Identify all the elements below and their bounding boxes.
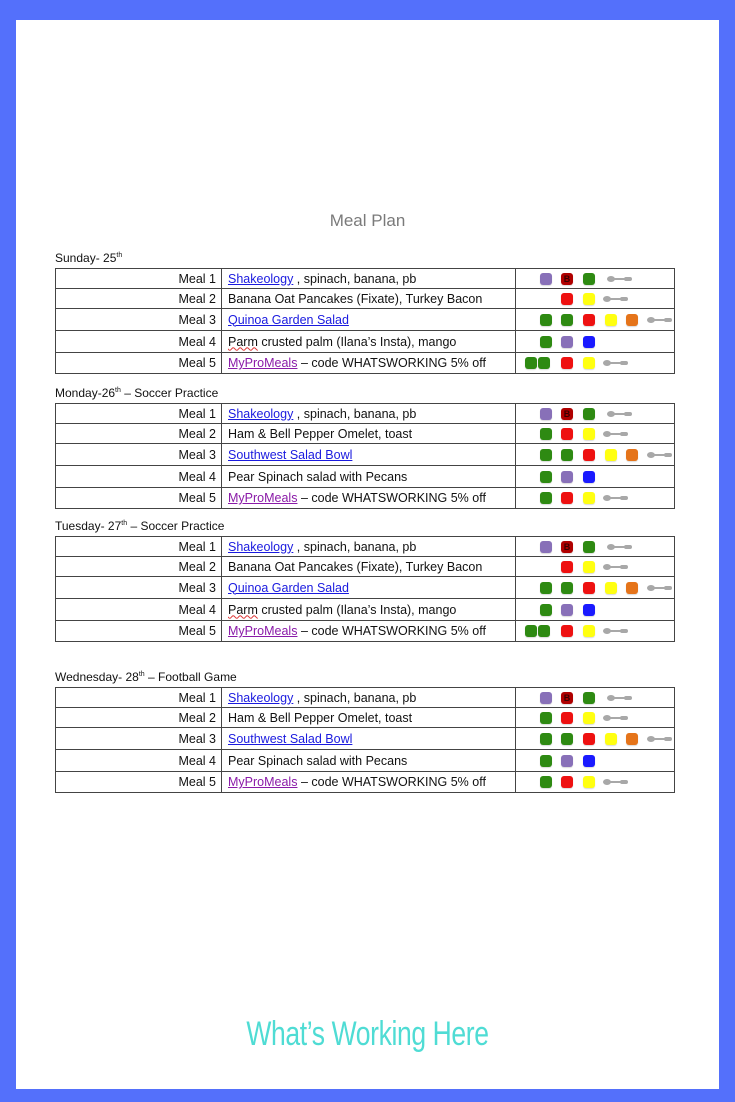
meal-table (55, 536, 675, 642)
meal-number: Meal 5 (56, 772, 222, 793)
green-container-icon (540, 776, 552, 788)
purple-container-icon (561, 604, 573, 616)
container-portions (516, 772, 675, 793)
meal-number: Meal 4 (56, 599, 222, 621)
meal-number: Meal 1 (56, 269, 222, 289)
meal-description (222, 488, 516, 509)
red-container-icon (561, 625, 573, 637)
green-container-icon (583, 692, 595, 704)
table-row (56, 772, 675, 793)
recipe-link[interactable]: Shakeology (228, 406, 294, 421)
meal-text: – code WHATSWORKING 5% off (297, 356, 486, 370)
table-row (56, 708, 675, 728)
red-container-icon (561, 561, 573, 573)
meal-text: Banana Oat Pancakes (Fixate), Turkey Bacon (228, 291, 483, 306)
day-event: – Soccer Practice (127, 519, 225, 533)
container-portions (516, 708, 675, 728)
teaspoon-icon (647, 317, 673, 323)
green-container-icon (540, 471, 552, 483)
day-event: – Football Game (144, 670, 237, 684)
meal-description (222, 557, 516, 577)
yellow-container-icon (583, 561, 595, 573)
meal-number: Meal 3 (56, 577, 222, 599)
table-row (56, 688, 675, 708)
recipe-link[interactable]: MyProMeals (228, 624, 298, 638)
teaspoon-icon (603, 715, 629, 721)
yellow-container-icon (605, 314, 617, 326)
meal-text: Pear Spinach salad with Pecans (228, 469, 408, 484)
ordinal-suffix: th (116, 252, 123, 259)
purple-container-icon (561, 336, 573, 348)
meal-number: Meal 3 (56, 309, 222, 331)
red-container-icon (583, 314, 595, 326)
teaspoon-icon (607, 544, 633, 550)
table-row (56, 404, 675, 424)
spellcheck-word: Parm (228, 602, 258, 617)
meal-text: , spinach, banana, pb (293, 406, 417, 421)
green-container-icon (525, 625, 537, 637)
green-container-icon (540, 336, 552, 348)
meal-text: Ham & Bell Pepper Omelet, toast (228, 710, 413, 725)
red-container-icon (561, 293, 573, 305)
recipe-link[interactable]: Quinoa Garden Salad (228, 580, 349, 595)
meal-number: Meal 4 (56, 331, 222, 353)
green-container-icon (583, 273, 595, 285)
red-b-container-icon: B (561, 541, 573, 553)
green-container-icon (525, 357, 537, 369)
red-b-container-icon: B (561, 273, 573, 285)
container-portions (516, 537, 675, 557)
ordinal-suffix: th (138, 671, 145, 678)
container-portions (516, 750, 675, 772)
meal-number: Meal 4 (56, 466, 222, 488)
yellow-container-icon (583, 293, 595, 305)
day-heading-text: Monday-26 (55, 386, 116, 400)
teaspoon-icon (647, 736, 673, 742)
container-portions (516, 424, 675, 444)
meal-description (222, 599, 516, 621)
table-row (56, 466, 675, 488)
meal-number: Meal 2 (56, 557, 222, 577)
footer-brand: What’s Working Here (246, 1015, 489, 1053)
orange-container-icon (626, 449, 638, 461)
red-container-icon (561, 712, 573, 724)
yellow-container-icon (605, 733, 617, 745)
green-container-icon (540, 712, 552, 724)
meal-number: Meal 5 (56, 353, 222, 374)
red-b-container-icon: B (561, 408, 573, 420)
green-container-icon (540, 314, 552, 326)
day-heading-text: Tuesday- 27 (55, 519, 122, 533)
container-portions (516, 557, 675, 577)
meal-text: Banana Oat Pancakes (Fixate), Turkey Bacon (228, 559, 483, 574)
yellow-container-icon (583, 712, 595, 724)
green-container-icon (540, 733, 552, 745)
container-portions (516, 404, 675, 424)
meal-number: Meal 2 (56, 708, 222, 728)
yellow-container-icon (583, 428, 595, 440)
ordinal-suffix: th (121, 520, 128, 527)
meal-description (222, 444, 516, 466)
day-event: – Soccer Practice (120, 386, 219, 400)
green-container-icon (540, 582, 552, 594)
teaspoon-icon (603, 628, 629, 634)
teaspoon-icon (647, 452, 673, 458)
meal-description (222, 404, 516, 424)
meal-number: Meal 1 (56, 404, 222, 424)
day-heading (55, 251, 122, 265)
table-row (56, 577, 675, 599)
green-container-icon (538, 625, 550, 637)
teaspoon-icon (603, 431, 629, 437)
day-heading (55, 670, 237, 684)
table-row (56, 269, 675, 289)
meal-number: Meal 2 (56, 289, 222, 309)
red-container-icon (583, 449, 595, 461)
recipe-link[interactable]: MyProMeals (228, 491, 298, 505)
day-heading-text: Sunday- 25 (55, 251, 117, 265)
meal-number: Meal 5 (56, 621, 222, 642)
meal-table (55, 268, 675, 374)
table-row (56, 353, 675, 374)
yellow-container-icon (605, 449, 617, 461)
purple-container-icon (561, 755, 573, 767)
meal-description (222, 708, 516, 728)
meal-number: Meal 4 (56, 750, 222, 772)
green-container-icon (561, 314, 573, 326)
meal-number: Meal 1 (56, 537, 222, 557)
red-container-icon (561, 428, 573, 440)
meal-description (222, 688, 516, 708)
red-b-container-icon: B (561, 692, 573, 704)
meal-description (222, 353, 516, 374)
green-container-icon (540, 428, 552, 440)
teaspoon-icon (603, 495, 629, 501)
day-heading (55, 519, 224, 533)
green-container-icon (583, 541, 595, 553)
recipe-link[interactable]: Quinoa Garden Salad (228, 312, 349, 327)
teaspoon-icon (603, 779, 629, 785)
meal-text: , spinach, banana, pb (293, 539, 417, 554)
table-row (56, 599, 675, 621)
recipe-link[interactable]: Southwest Salad Bowl (228, 447, 353, 462)
orange-container-icon (626, 582, 638, 594)
teaspoon-icon (647, 585, 673, 591)
blue-container-icon (583, 471, 595, 483)
meal-description (222, 577, 516, 599)
table-row (56, 444, 675, 466)
green-container-icon (540, 492, 552, 504)
container-portions (516, 599, 675, 621)
meal-description (222, 750, 516, 772)
meal-number: Meal 3 (56, 444, 222, 466)
container-portions (516, 488, 675, 509)
recipe-link[interactable]: Shakeology (228, 690, 294, 705)
document-page (16, 20, 719, 1089)
container-portions (516, 621, 675, 642)
meal-description (222, 466, 516, 488)
green-container-icon (561, 582, 573, 594)
red-container-icon (561, 776, 573, 788)
yellow-container-icon (583, 625, 595, 637)
green-container-icon (540, 604, 552, 616)
teaspoon-icon (603, 564, 629, 570)
red-container-icon (583, 582, 595, 594)
container-portions (516, 577, 675, 599)
red-container-icon (583, 733, 595, 745)
table-row (56, 621, 675, 642)
meal-text: crusted palm (Ilana’s Insta), mango (257, 334, 457, 349)
table-row (56, 728, 675, 750)
table-row (56, 424, 675, 444)
meal-description (222, 424, 516, 444)
teaspoon-icon (607, 411, 633, 417)
table-row (56, 557, 675, 577)
meal-number: Meal 5 (56, 488, 222, 509)
teaspoon-icon (607, 276, 633, 282)
container-portions (516, 331, 675, 353)
green-container-icon (540, 449, 552, 461)
red-container-icon (561, 357, 573, 369)
green-container-icon (583, 408, 595, 420)
red-container-icon (561, 492, 573, 504)
table-row (56, 309, 675, 331)
yellow-container-icon (583, 776, 595, 788)
container-portions (516, 728, 675, 750)
green-container-icon (538, 357, 550, 369)
meal-description (222, 772, 516, 793)
meal-text: crusted palm (Ilana’s Insta), mango (257, 602, 457, 617)
green-container-icon (540, 755, 552, 767)
teaspoon-icon (603, 296, 629, 302)
meal-text: Ham & Bell Pepper Omelet, toast (228, 426, 413, 441)
purple-container-icon (540, 692, 552, 704)
meal-description (222, 331, 516, 353)
recipe-link[interactable]: MyProMeals (228, 775, 298, 789)
meal-number: Meal 3 (56, 728, 222, 750)
day-heading-text: Wednesday- 28 (55, 670, 139, 684)
ordinal-suffix: th (115, 387, 121, 394)
green-container-icon (561, 449, 573, 461)
meal-description (222, 309, 516, 331)
container-portions (516, 309, 675, 331)
meal-text: – code WHATSWORKING 5% off (297, 624, 486, 638)
container-portions (516, 353, 675, 374)
meal-text: , spinach, banana, pb (293, 271, 417, 286)
recipe-link[interactable]: Shakeology (228, 539, 294, 554)
container-portions (516, 466, 675, 488)
container-portions (516, 444, 675, 466)
meal-description (222, 621, 516, 642)
table-row (56, 750, 675, 772)
meal-number: Meal 2 (56, 424, 222, 444)
purple-container-icon (540, 273, 552, 285)
container-portions (516, 688, 675, 708)
meal-text: , spinach, banana, pb (293, 690, 417, 705)
meal-description (222, 269, 516, 289)
orange-container-icon (626, 314, 638, 326)
purple-container-icon (561, 471, 573, 483)
container-portions (516, 289, 675, 309)
meal-text: Pear Spinach salad with Pecans (228, 753, 408, 768)
recipe-link[interactable]: Shakeology (228, 271, 294, 286)
meal-table (55, 687, 675, 793)
blue-container-icon (583, 755, 595, 767)
yellow-container-icon (605, 582, 617, 594)
meal-description (222, 728, 516, 750)
spellcheck-word: Parm (228, 334, 258, 349)
green-container-icon (561, 733, 573, 745)
yellow-container-icon (583, 357, 595, 369)
meal-description (222, 537, 516, 557)
meal-text: – code WHATSWORKING 5% off (297, 491, 486, 505)
table-row (56, 537, 675, 557)
meal-description (222, 289, 516, 309)
teaspoon-icon (607, 695, 633, 701)
page-title: Meal Plan (329, 211, 406, 230)
purple-container-icon (540, 408, 552, 420)
orange-container-icon (626, 733, 638, 745)
meal-text: – code WHATSWORKING 5% off (297, 775, 486, 789)
meal-table (55, 403, 675, 509)
table-row (56, 289, 675, 309)
container-portions (516, 269, 675, 289)
recipe-link[interactable]: Southwest Salad Bowl (228, 731, 353, 746)
yellow-container-icon (583, 492, 595, 504)
recipe-link[interactable]: MyProMeals (228, 356, 298, 370)
day-heading (55, 386, 218, 400)
purple-container-icon (540, 541, 552, 553)
teaspoon-icon (603, 360, 629, 366)
meal-number: Meal 1 (56, 688, 222, 708)
table-row (56, 331, 675, 353)
blue-container-icon (583, 604, 595, 616)
blue-container-icon (583, 336, 595, 348)
table-row (56, 488, 675, 509)
